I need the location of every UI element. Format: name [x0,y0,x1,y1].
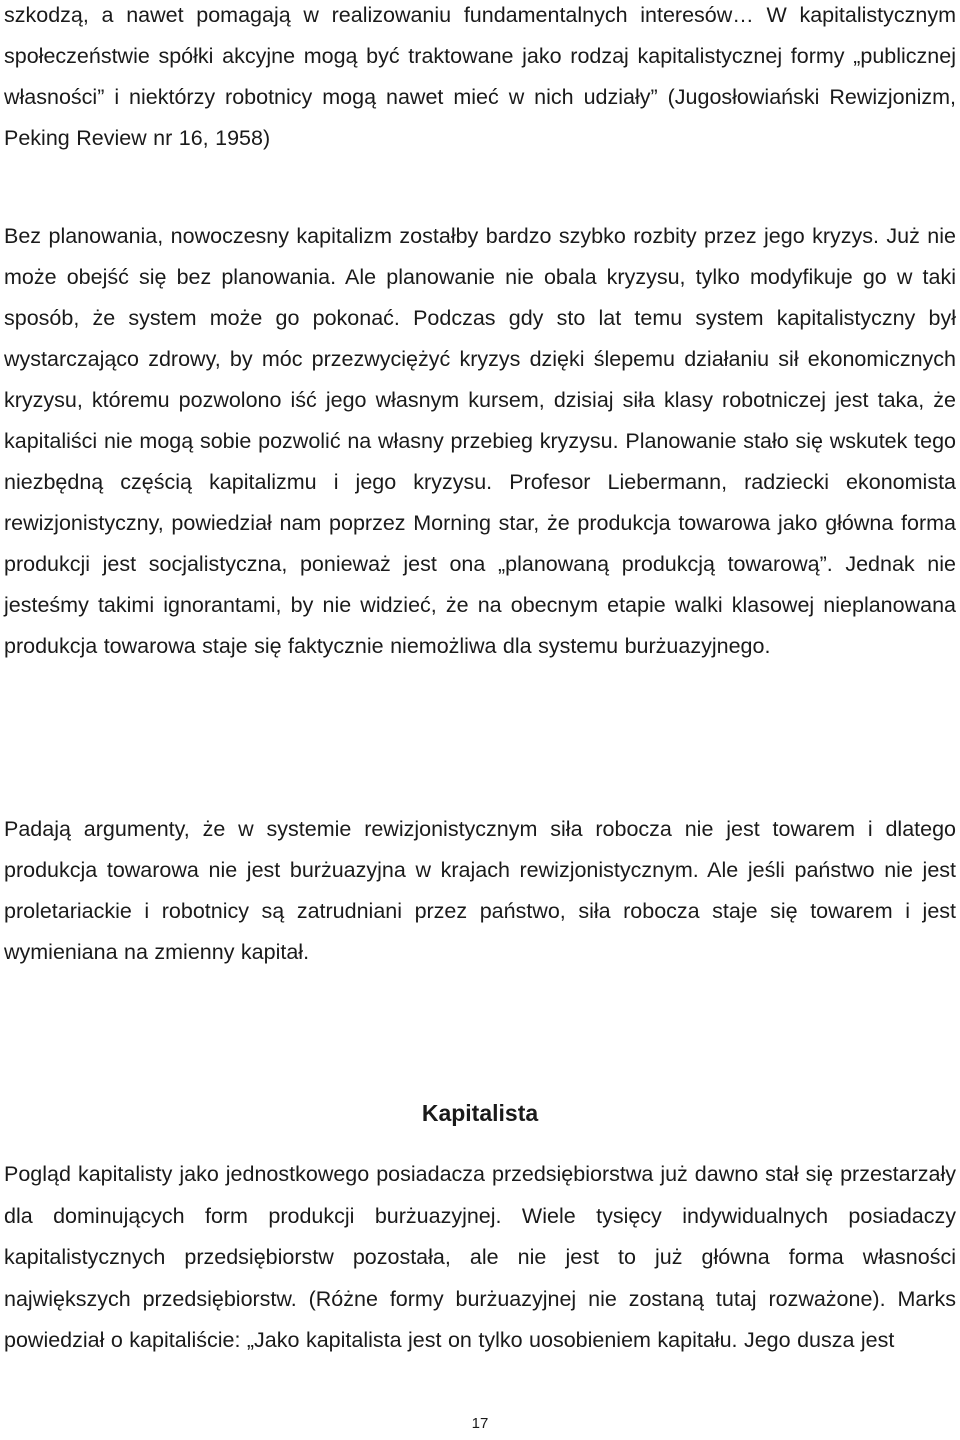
section-heading: Kapitalista [421,1100,539,1126]
paragraph-capitalist: Pogląd kapitalisty jako jednostkowego posiadacza przedsiębiorstwa już dawno stał się przestarzały dla dominujących form produkcji burżuazyjnej. Wiele tysięcy indywidualnych posiadaczy kapitalistycznych przedsiębiorstw pozostała, ale nie jest to już główna forma własności największych przedsiębiorstw. (Różne formy burżuazyjnej nie zostaną tutaj rozważone). Marks powiedział o kapitaliście: „Jako kapitalista jest on tylko uosobieniem kapitału. Jego dusza jest [4,1162,956,1352]
paragraph-labour-power: Padają argumenty, że w systemie rewizjonistycznym siła robocza nie jest towarem i dlatego produkcja towarowa nie jest burżuazyjna w krajach rewizjonistycznym. Ale jeśli państwo nie jest proletariackie i robotnicy są zatrudniani przez państwo, siła robocza staje się towarem i jest wymieniana na zmienny kapitał. [4,817,956,964]
paragraph-quote-end: szkodzą, a nawet pomagają w realizowaniu fundamentalnych interesów… W kapitalistycznym społeczeństwie spółki akcyjne mogą być traktowane jako rodzaj kapitalistycznej formy „publicznej własności” i niektórzy robotnicy mogą nawet mieć w nich udziały” (Jugosłowiański Rewizjonizm, Peking Review nr 16, 1958) [4,3,956,150]
page-number: 17 [471,1415,489,1432]
document-page [4,0,956,1440]
paragraph-planning: Bez planowania, nowoczesny kapitalizm zostałby bardzo szybko rozbity przez jego kryzys. Już nie może obejść się bez planowania. Ale planowanie nie obala kryzysu, tylko modyfikuje go w taki sposób, że system może go pokonać. Podczas gdy sto lat temu system kapitalistyczny był wystarczająco zdrowy, by móc przezwyciężyć kryzys dzięki ślepemu działaniu sił ekonomicznych kryzysu, któremu pozwolono iść jego własnym kursem, dzisiaj siła klasy robotniczej jest taka, że kapitaliści nie mogą sobie pozwolić na własny przebieg kryzysu. Planowanie stało się wskutek tego niezbędną częścią kapitalizmu i jego kryzysu. Profesor Liebermann, radziecki ekonomista rewizjonistyczny, powiedział nam poprzez Morning star, że produkcja towarowa jako główna forma produkcji jest socjalistyczna, ponieważ jest ona „planowaną produkcją towarową”. Jednak nie jesteśmy takimi ignorantami, by nie widzieć, że na obecnym etapie walki klasowej nieplanowana produkcja towarowa staje się faktycznie niemożliwa dla systemu burżuazyjnego. [4,224,956,658]
